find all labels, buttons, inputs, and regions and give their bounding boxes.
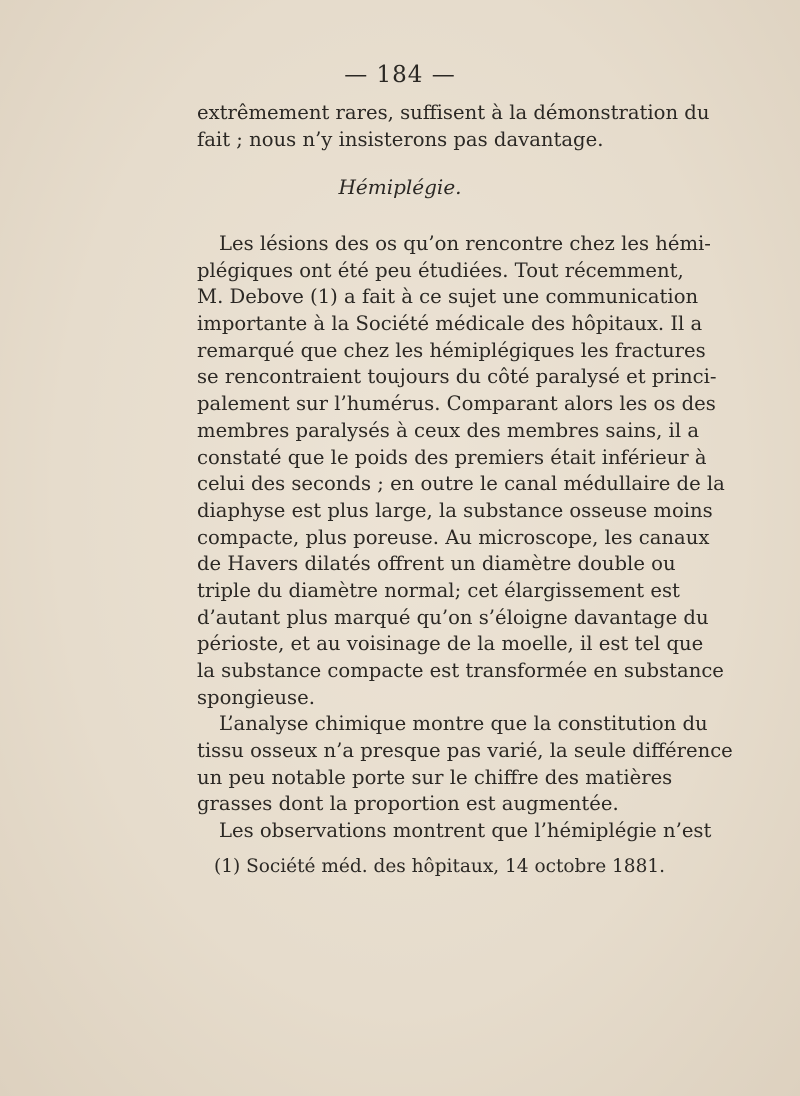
text-line: d’autant plus marqué qu’on s’éloigne davantage du bbox=[197, 605, 709, 629]
text-line: la substance compacte est transformée en substance bbox=[197, 659, 724, 682]
section-heading: Hémiplégie. bbox=[338, 175, 462, 199]
section-body bbox=[197, 231, 733, 845]
text-line: Les observations montrent que l’hémiplégie n’est bbox=[219, 819, 712, 843]
text-line: L’analyse chimique montre que la constitution du bbox=[219, 712, 708, 736]
text-line: se rencontraient toujours du côté paralysé et princi- bbox=[197, 365, 717, 389]
text-line: membres paralysés à ceux des membres sains, il a bbox=[197, 418, 700, 442]
text-line: compacte, plus poreuse. Au microscope, les canaux bbox=[197, 525, 710, 549]
text-line: plégiques ont été peu étudiées. Tout récemment, bbox=[197, 258, 684, 282]
text-line: remarqué que chez les hémiplégiques les fractures bbox=[197, 338, 706, 362]
text-line: extrêmement rares, suffisent à la démonstration du bbox=[197, 101, 710, 124]
text-line: celui des seconds ; en outre le canal médullaire de la bbox=[197, 472, 725, 496]
text-line: constaté que le poids des premiers était inférieur à bbox=[197, 445, 707, 469]
text-line: triple du diamètre normal; cet élargissement est bbox=[197, 578, 680, 602]
text-line: M. Debove (1) a fait à ce sujet une communication bbox=[197, 285, 699, 309]
paragraph-continued bbox=[197, 100, 710, 153]
text-line: tissu osseux n’a presque pas varié, la seule différence bbox=[197, 739, 733, 763]
text-line: périoste, et au voisinage de la moelle, il est tel que bbox=[197, 632, 704, 656]
text-line: fait ; nous n’y insisterons pas davantage. bbox=[197, 127, 604, 151]
text-line: importante à la Société médicale des hôpitaux. Il a bbox=[197, 312, 703, 336]
text-line: de Havers dilatés offrent un diamètre double ou bbox=[197, 552, 676, 576]
text-line: un peu notable porte sur le chiffre des matières bbox=[197, 765, 673, 789]
text-line: grasses dont la proportion est augmentée. bbox=[197, 792, 619, 816]
footnote: (1) Société méd. des hôpitaux, 14 octobre 1881. bbox=[214, 856, 666, 877]
text-line: palement sur l’humérus. Comparant alors les os des bbox=[197, 392, 716, 416]
text-line: Les lésions des os qu’on rencontre chez les hémi- bbox=[219, 232, 711, 255]
text-line: spongieuse. bbox=[197, 685, 315, 709]
page-number: — 184 — bbox=[344, 62, 456, 88]
text-line: diaphyse est plus large, la substance osseuse moins bbox=[197, 498, 713, 522]
